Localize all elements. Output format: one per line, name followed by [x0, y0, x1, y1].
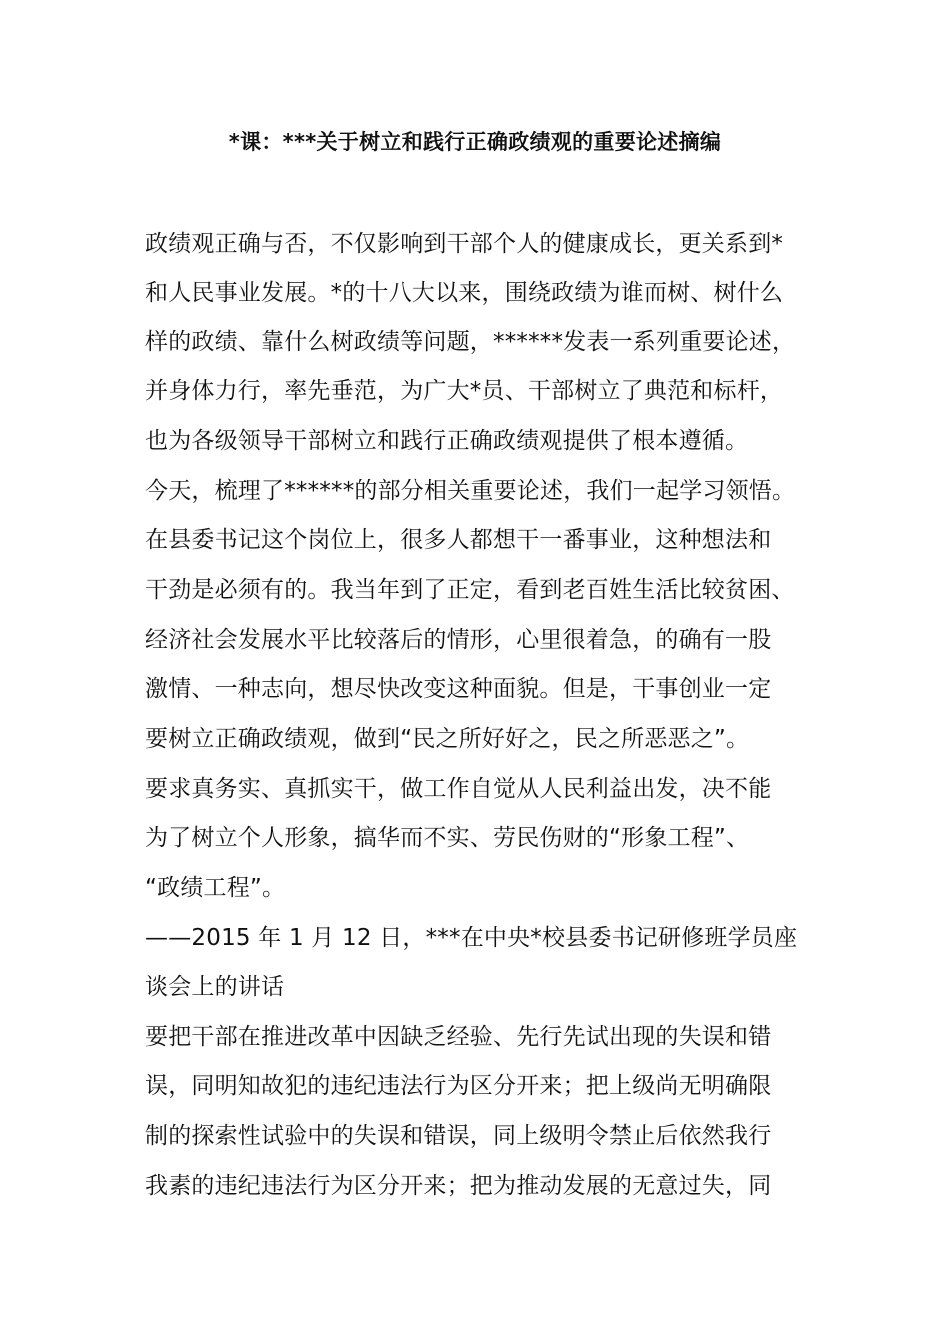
text-line: 今天，梳理了******的部分相关重要论述，我们一起学习领悟。: [145, 478, 796, 504]
text-line: 政绩观正确与否，不仅影响到干部个人的健康成长，更关系到*: [145, 231, 784, 257]
text-line: 要树立正确政绩观，做到“民之所好好之，民之所恶恶之”。: [145, 726, 750, 752]
text-line: 样的政绩、靠什么树政绩等问题，******发表一系列重要论述，: [145, 329, 796, 355]
text-line: 谈会上的讲话: [145, 974, 285, 1000]
text-line: 也为各级领导干部树立和践行正确政绩观提供了根本遵循。: [145, 428, 749, 454]
text-line: ——2015 年 1 月 12 日，***在中央*校县委书记研修班学员座: [145, 925, 798, 951]
text-line: 为了树立个人形象，搞华而不实、劳民伤财的“形象工程”、: [145, 825, 750, 851]
text-line: 经济社会发展水平比较落后的情形，心里很着急，的确有一股: [145, 627, 772, 653]
text-line: 制的探索性试验中的失误和错误，同上级明令禁止后依然我行: [145, 1123, 772, 1149]
text-line: 干劲是必须有的。我当年到了正定，看到老百姓生活比较贫困、: [145, 577, 795, 603]
text-line: 并身体力行，率先垂范，为广大*员、干部树立了典范和标杆，: [145, 378, 784, 404]
document-title: *课：***关于树立和践行正确政绩观的重要论述摘编: [228, 130, 722, 154]
text-line: 我素的违纪违法行为区分开来；把为推动发展的无意过失，同: [145, 1173, 772, 1199]
text-line: 在县委书记这个岗位上，很多人都想干一番事业，这种想法和: [145, 527, 772, 553]
text-line: 误，同明知故犯的违纪违法行为区分开来；把上级尚无明确限: [145, 1073, 772, 1099]
text-line: 和人民事业发展。*的十八大以来，围绕政绩为谁而树、树什么: [145, 280, 784, 306]
text-line: 要把干部在推进改革中因缺乏经验、先行先试出现的失误和错: [145, 1024, 772, 1050]
text-line: 激情、一种志向，想尽快改变这种面貌。但是，干事创业一定: [145, 676, 772, 702]
text-line: 要求真务实、真抓实干，做工作自觉从人民利益出发，决不能: [145, 776, 772, 802]
text-line: “政绩工程”。: [145, 875, 286, 901]
